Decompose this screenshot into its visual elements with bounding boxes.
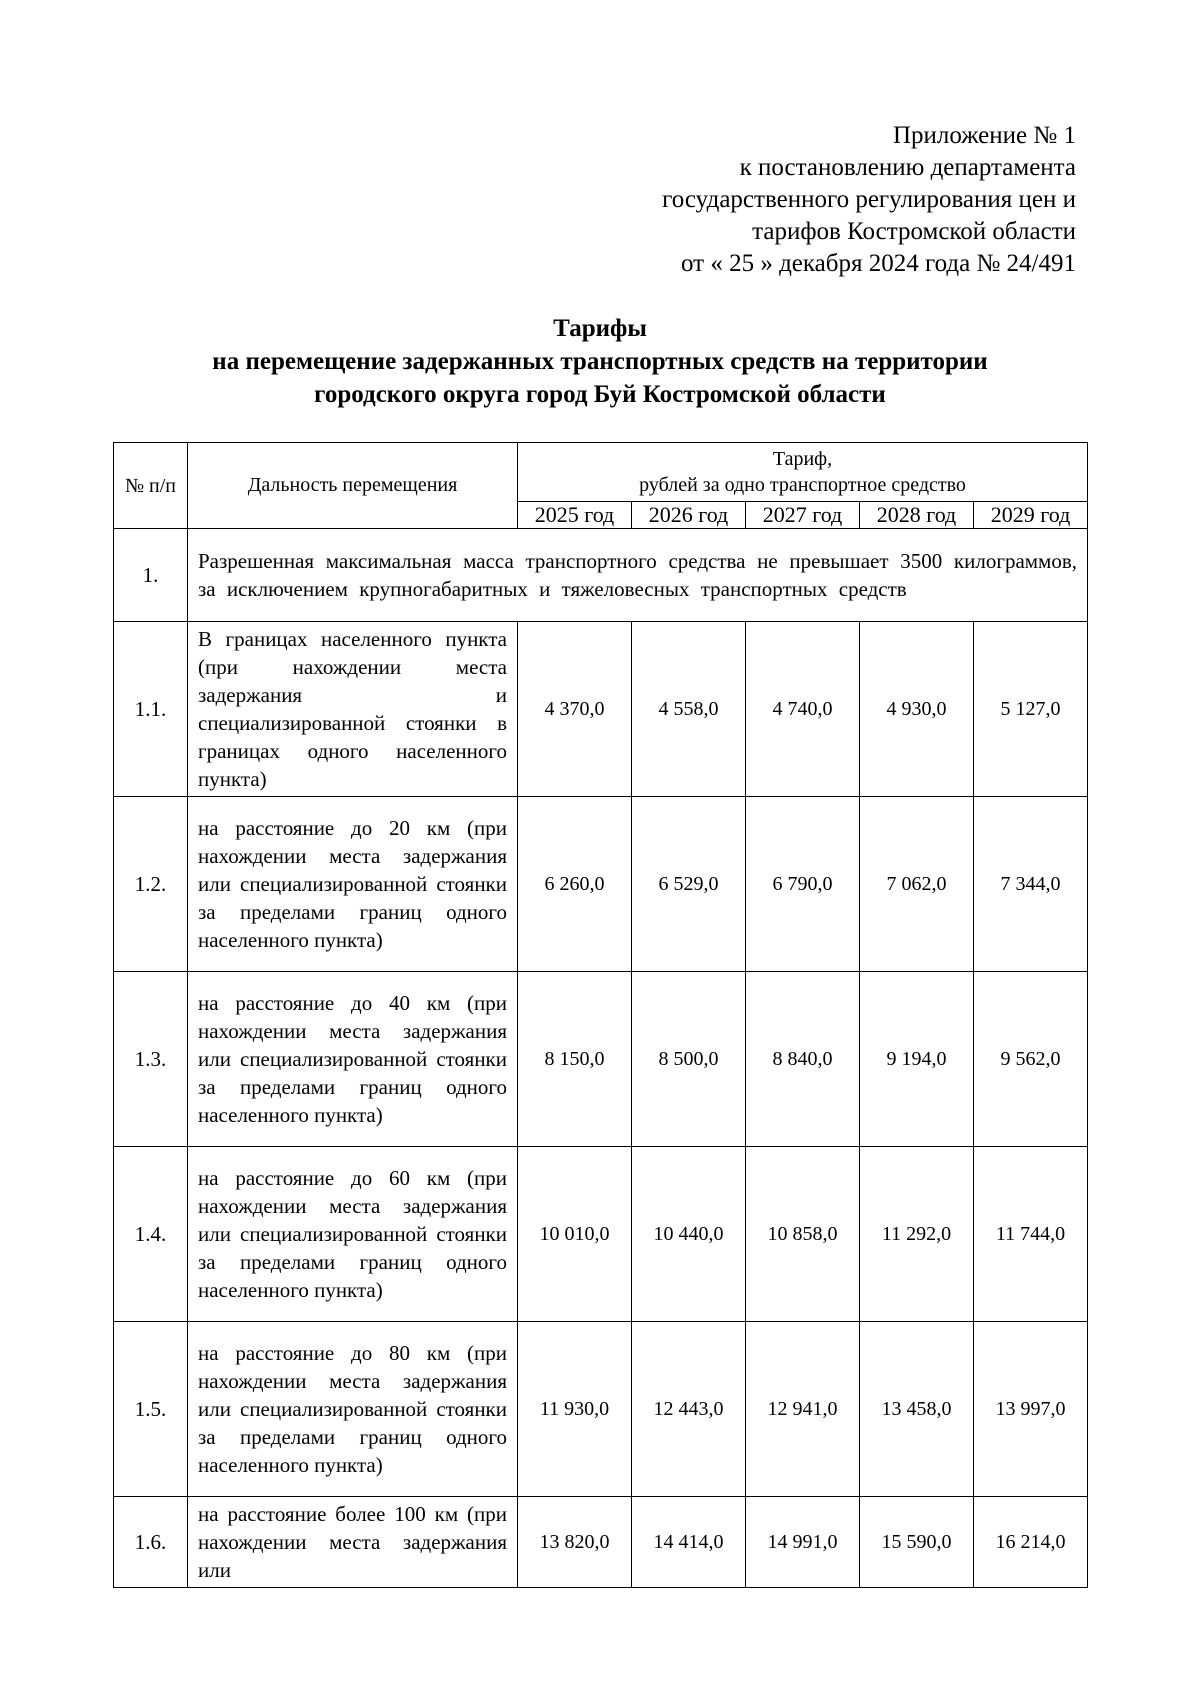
row-value: 14 414,0: [632, 1497, 746, 1588]
row-value: 4 370,0: [518, 622, 632, 797]
table-row: [114, 1147, 1088, 1322]
row-num: 1.3.: [114, 972, 188, 1147]
row-value: 10 010,0: [518, 1147, 632, 1322]
table-row: [114, 622, 1088, 797]
row-value: 4 930,0: [860, 622, 974, 797]
row-num: 1.2.: [114, 797, 188, 972]
row-value: 4 740,0: [746, 622, 860, 797]
row-num: 1.1.: [114, 622, 188, 797]
row-value: 10 440,0: [632, 1147, 746, 1322]
annex-block: [662, 120, 1076, 280]
row-value: 15 590,0: [860, 1497, 974, 1588]
row-value: 10 858,0: [746, 1147, 860, 1322]
header-tariff: [518, 443, 1088, 502]
row-value: 6 260,0: [518, 797, 632, 972]
annex-line-5: от « 25 » декабря 2024 года № 24/491: [680, 250, 1076, 277]
row-value: 11 292,0: [860, 1147, 974, 1322]
row-value: 13 820,0: [518, 1497, 632, 1588]
section-row: [114, 529, 1088, 622]
table-row: [114, 797, 1088, 972]
row-value: 8 150,0: [518, 972, 632, 1147]
title-line-2: на перемещение задержанных транспортных средств на территории: [212, 348, 988, 375]
section-description: Разрешенная максимальная масса транспортного средства не превышает 3500 килограммов, за исключением крупногабаритных и тяжеловесных транспортных средств: [188, 529, 1088, 622]
row-value: 16 214,0: [974, 1497, 1088, 1588]
header-num: № п/п: [114, 443, 188, 529]
header-tariff-unit: рублей за одно транспортное средство: [639, 474, 966, 496]
row-description: на расстояние до 60 км (при нахождении места задержания или специализированной стоянки за пределами границ одного населенного пункта): [188, 1147, 518, 1322]
row-num: 1.4.: [114, 1147, 188, 1322]
header-tariff-label: Тариф,: [772, 448, 833, 470]
header-year: 2025 год: [518, 502, 632, 529]
row-description: на расстояние до 20 км (при нахождении места задержания или специализированной стоянки за пределами границ одного населенного пункта): [188, 797, 518, 972]
row-description: В границах населенного пункта (при нахождении места задержания и специализированной стоянки в границах одного населенного пункта): [188, 622, 518, 797]
tariff-table: [113, 442, 1088, 1588]
row-value: 8 840,0: [746, 972, 860, 1147]
row-value: 9 194,0: [860, 972, 974, 1147]
table-row: [114, 1497, 1088, 1588]
header-row: [114, 443, 1088, 502]
title-line-3: городского округа город Буй Костромской области: [314, 381, 886, 408]
row-value: 12 941,0: [746, 1322, 860, 1497]
row-value: 6 529,0: [632, 797, 746, 972]
table-row: [114, 972, 1088, 1147]
header-year: 2027 год: [746, 502, 860, 529]
header-distance: Дальность перемещения: [188, 443, 518, 529]
annex-line-1: Приложение № 1: [892, 122, 1076, 149]
row-value: 14 991,0: [746, 1497, 860, 1588]
row-value: 13 997,0: [974, 1322, 1088, 1497]
header-year: 2026 год: [632, 502, 746, 529]
row-description: на расстояние более 100 км (при нахождении места задержания или: [188, 1497, 518, 1588]
annex-line-3: государственного регулирования цен и: [662, 186, 1076, 213]
row-value: 5 127,0: [974, 622, 1088, 797]
row-value: 12 443,0: [632, 1322, 746, 1497]
row-description: на расстояние до 40 км (при нахождении места задержания или специализированной стоянки за пределами границ одного населенного пункта): [188, 972, 518, 1147]
row-value: 9 562,0: [974, 972, 1088, 1147]
title-line-1: Тарифы: [553, 315, 647, 342]
section-num: 1.: [114, 529, 188, 622]
row-value: 8 500,0: [632, 972, 746, 1147]
row-value: 7 344,0: [974, 797, 1088, 972]
row-value: 4 558,0: [632, 622, 746, 797]
row-num: 1.5.: [114, 1322, 188, 1497]
row-num: 1.6.: [114, 1497, 188, 1588]
annex-line-2: к постановлению департамента: [739, 154, 1076, 181]
row-value: 7 062,0: [860, 797, 974, 972]
header-year: 2029 год: [974, 502, 1088, 529]
row-value: 11 744,0: [974, 1147, 1088, 1322]
document-title: [0, 312, 1200, 411]
row-description: на расстояние до 80 км (при нахождении места задержания или специализированной стоянки за пределами границ одного населенного пункта): [188, 1322, 518, 1497]
header-year: 2028 год: [860, 502, 974, 529]
table-row: [114, 1322, 1088, 1497]
row-value: 13 458,0: [860, 1322, 974, 1497]
row-value: 11 930,0: [518, 1322, 632, 1497]
row-value: 6 790,0: [746, 797, 860, 972]
annex-line-4: тарифов Костромской области: [752, 218, 1076, 245]
